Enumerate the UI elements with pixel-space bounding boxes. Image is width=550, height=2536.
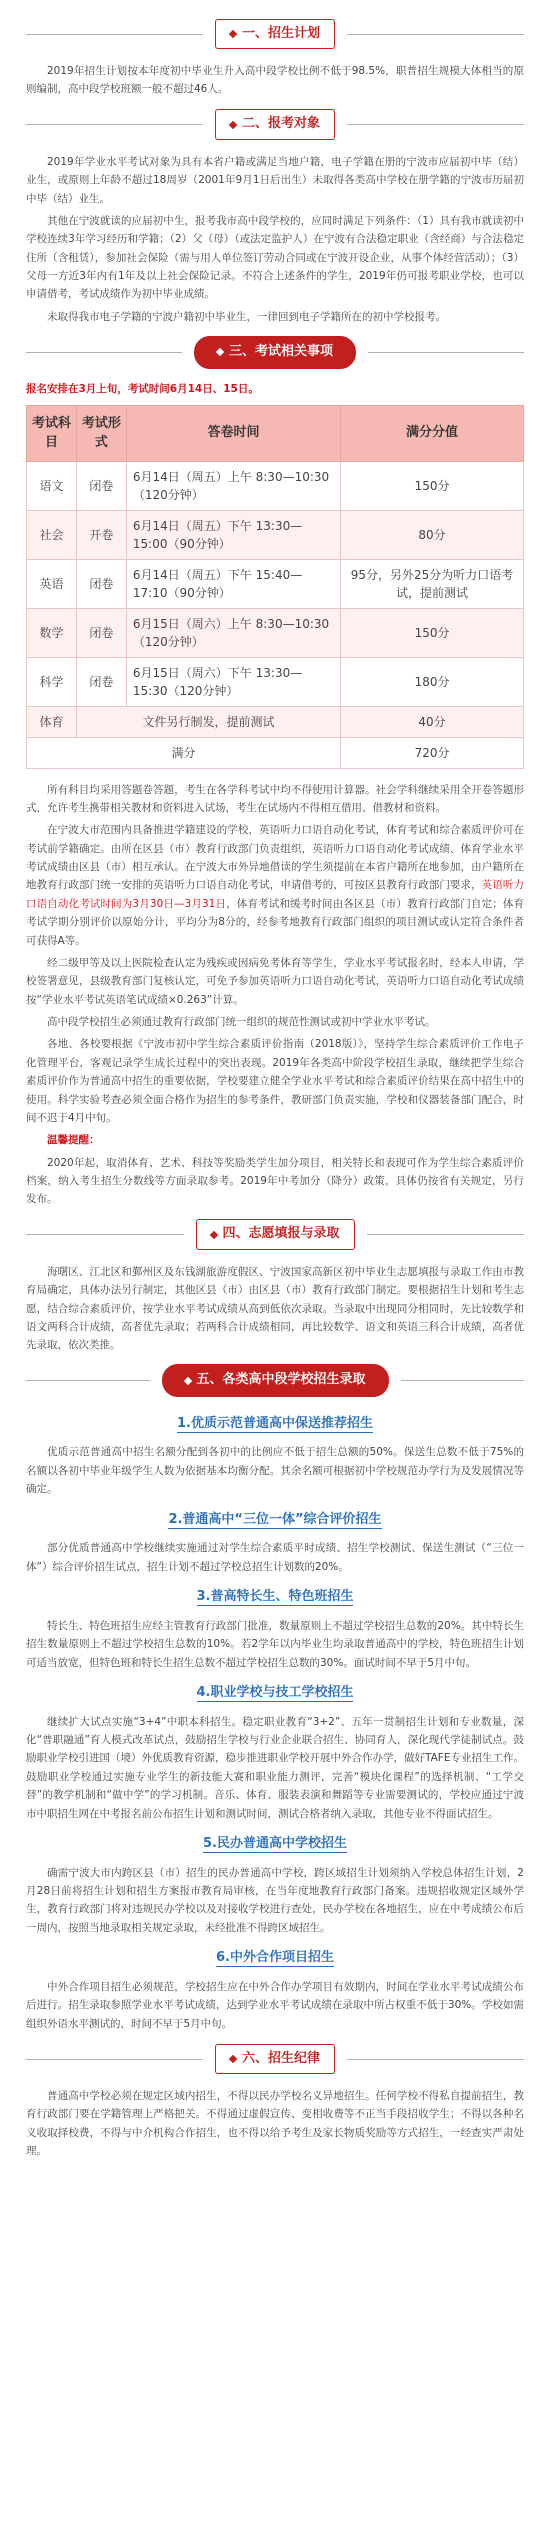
subsection-title-text: 6.中外合作项目招生 [216,1950,334,1966]
exam-schedule-table [26,405,524,769]
section-title-box [194,336,356,369]
score-cell: 80分 [341,510,524,559]
table-row [27,461,524,510]
section-title: 六、招生纪律 [242,2050,321,2066]
table-row [27,510,524,559]
divider [26,34,203,35]
column-header: 考试科目 [27,405,77,461]
paragraph: 各地、各校要根据《宁波市初中学生综合素质评价指南（2018版）》，坚持学生综合素质评价工作电子化管理平台，客观记录学生成长过程中的突出表现。2019年各类高中阶段学校招生录取，继续把学生综合素质评价作为普通高中招生的重要依据，学校要建立健全学业水平考试和综合素质评价结果在高中招生中的使用。科学实验考查必须全面合格作为招生的参考条件，教研部门负责实施，学校和仪器装备部门配合，时间不迟于4月中旬。 [26,1038,524,1124]
paragraph: 特长生、特色班招生应经主管教育行政部门批准，数量原则上不超过学校招生总数的20%。其中特长生招生数量原则上不超过学校招生总数的10%。若2学年以内毕业生均录取普通高中的学校，特色班招生计划可适当放宽，但特色班和特长生招生总数不超过学校招生总数的30%。面试时间不早于5月中旬。 [26,1619,524,1669]
divider [26,352,182,353]
text-span: ，体育考试和缓考时间由各区县（市）教育行政部门自定；体育考试学期分别评价以原始分计，平均分为8分的，经参考地教育行政部门组织的项目测试或认定符合条件者可获得A等。 [26,897,524,947]
subsection-title [26,1947,524,1970]
form-cell: 开卷 [76,510,126,559]
diamond-icon [229,121,237,129]
paragraph: 确需宁波大市内跨区县（市）招生的民办普通高中学校，跨区域招生计划须纳入学校总体招生计划，2月28日前将招生计划和招生方案报市教育局审核，在当年度地教育行政部门备案。违规招收规定区域外学生，教育行政部门将对违规民办学校以及对接收学校进行查处，民办学校在各地招生，应在中考成绩公布后一周内，按照当地录取相关规定录取，未经批准不得跨区域招生。 [26,1866,524,1934]
table-row [27,559,524,608]
divider [368,352,524,353]
time-cell: 6月15日（周六）上午 8:30—10:30（120分钟） [126,608,340,657]
divider [401,1380,525,1381]
subsection-title [26,1413,524,1436]
subject-cell: 数学 [27,608,77,657]
paragraph: 海曙区、江北区和鄞州区及东钱湖旅游度假区、宁波国家高新区初中毕业生志愿填报与录取工作由市教育局确定，具体办法另行制定，其他区县（市）由区县（市）教育行政部门制定。要根据招生计划和考生志愿，结合综合素质评价，按学业水平考试成绩从高到低依次录取。当录取中出现同分相同时，先比较数学和语文两科合计成绩，高者优先录取；若两科合计成绩相同，再比较数学、语文和英语三科合计成绩，高者优先录取，依次类推。 [26,1265,524,1352]
score-cell: 95分，另外25分为听力口语考试，提前测试 [341,559,524,608]
divider [367,1234,525,1235]
table-header-row [27,405,524,461]
table-row [27,657,524,706]
section-header-plan [26,12,524,56]
subsection-title [26,1586,524,1609]
time-cell: 6月15日（周六）下午 13:30—15:30（120分钟） [126,657,340,706]
table-row [27,706,524,737]
form-cell: 闭卷 [76,559,126,608]
subject-cell: 社会 [27,510,77,559]
divider [347,34,524,35]
time-cell: 6月14日（周五）下午 15:40—17:10（90分钟） [126,559,340,608]
divider [26,1380,150,1381]
table-row [27,608,524,657]
divider [26,1234,184,1235]
subsection-title-text: 3.普高特长生、特色班招生 [196,1589,354,1604]
section-title: 五、各类高中段学校招生录取 [196,1372,366,1388]
diamond-icon [229,30,237,38]
section-title: 三、考试相关事项 [229,343,334,359]
divider [26,124,203,125]
subsection-title [26,1509,524,1532]
paragraph [26,821,524,950]
section-title-box [215,109,335,140]
paragraph: 2020年起，取消体育、艺术、科技等奖励类学生加分项目，相关特长和表现可作为学生综合素质评价档案，纳入考生招生分数线等方面录取参考。2019年中考加分（降分）政策，具体仍按省有关规定，另行发布。 [26,1156,524,1206]
section-header-admission [26,1213,524,1257]
subject-cell: 英语 [27,559,77,608]
paragraph: 继续扩大试点实施“3+4”中职本科招生。稳定职业教育“3+2”、五年一贯制招生计划和专业数量，深化“普职融通”育人模式改革试点，鼓励招生学校与行业企业联合招生、协同育人，深化现代学徒制试点。鼓励职业学校引进国（境）外优质教育资源，稳步推进职业学校开展中外合作办学，做好TAFE专业招生工作。鼓励职业学校通过实施专业学生的新技能大赛和职业能力测评，完善“模块化课程”的选择机制、“工学交替”的教学机制和“做中学”的学习机制。音乐、体育、服装表演和舞蹈等专业需要测试的，学校应通过宁波市中职招生网在中考报名前公布招生计划和测试时间，测试合格者纳入录取，其他专业不得面试招生。 [26,1715,524,1820]
section-header-exam [26,330,524,374]
time-cell: 6月14日（周五）上午 8:30—10:30（120分钟） [126,461,340,510]
subsection-title [26,1833,524,1856]
subsection-title-text: 5.民办普通高中学校招生 [203,1835,347,1851]
section-title-box [215,19,335,50]
subsection-title-text: 1.优质示范普通高中保送推荐招生 [177,1415,373,1431]
paragraph: 经二级甲等及以上医院检查认定为残疾或因病免考体育等学生，学业水平考试报名时，经本人申请，学校签署意见，县级教育部门复核认定，可免予参加英语听力口语自动化考试，英语听力口语自动化考试成绩按“学业水平考试英语笔试成绩×0.263”计算。 [26,956,524,1006]
paragraph: 优质示范普通高中招生名额分配到各初中的比例应不低于招生总额的50%。保送生总数不低于75%的名额以各初中毕业年级学生人数为依据基本均衡分配。其余名额可根据初中学校规范办学行为及发展情况等确定。 [26,1446,524,1496]
warm-reminder-label: 温馨提醒： [47,1134,100,1147]
section-title-box [215,2044,335,2075]
paragraph: 所有科目均采用答题卷答题，考生在各学科考试中均不得使用计算器。社会学科继续采用全开卷答题形式，允许考生携带相关教材和资料进入试场，考生在试场内不得相互借用、借教材和资料。 [26,783,524,814]
subject-cell: 体育 [27,706,77,737]
section-header-discipline [26,2037,524,2081]
diamond-icon [229,2055,237,2063]
form-cell: 闭卷 [76,657,126,706]
diamond-icon [216,348,224,356]
divider [26,2059,203,2060]
total-value: 720分 [341,737,524,768]
subject-cell: 语文 [27,461,77,510]
subject-cell: 科学 [27,657,77,706]
subsection-title-text: 2.普通高中“三位一体”综合评价招生 [168,1511,382,1527]
paragraph: 其他在宁波就读的应届初中生，报考我市高中段学校的，应同时满足下列条件：（1）具有我市就读初中学校连续3年学习经历和学籍；（2）父（母）（或法定监护人）在宁波有合法稳定职业（含经商）与合法稳定住所（含租赁），参加社会保险（需与用人单位签订劳动合同或在宁波开设企业，从事个体经营活动）；（3）父母一方近3年内有1年及以上社会保险记录。不符合上述条件的学生，2019年仍可报考职业学校，也可以申请借考，考试成绩作为初中毕业成绩。 [26,214,524,301]
score-cell: 40分 [341,706,524,737]
paragraph: 未取得我市电子学籍的宁波户籍初中毕业生，一律回到电子学籍所在的初中学校报考。 [47,310,446,323]
section-title-box [196,1219,355,1250]
paragraph: 中外合作项目招生必须规范，学校招生应在中外合作办学项目有效期内，时间在学业水平考试成绩公布后进行。招生录取参照学业水平考试成绩，达到学业水平考试成绩在录取中所占权重不低于30%。学校如需组织外语水平测试的，时间不早于5月中旬。 [26,1980,524,2030]
form-cell: 文件另行制发，提前测试 [76,706,340,737]
column-header: 考试形式 [76,405,126,461]
paragraph: 高中段学校招生必须通过教育行政部门统一组织的规范性测试或初中学业水平考试。 [47,1016,436,1028]
text-span: 在宁波大市范围内具备推进学籍建设的学校，英语听力口语自动化考试，体育考试和综合素质评价可在考试前学籍确定。由所在区县（市）教育行政部门负责组织，英语听力口语自动化考试成绩、体育学业水平考试成绩由区县（市）相互承认。在宁波大市外异地借读的学生须提前在本省户籍所在地参加，由户籍所在地教育行政部门统一安排的英语听力口语自动化考试，申请借考的，可按区县教育行政部门要求， [26,824,524,892]
section-header-applicants [26,103,524,147]
total-label: 满分 [27,737,341,768]
highlight-text: 英语听力口语自动化考试时间为3月30日—3月31日 [26,879,525,910]
score-cell: 150分 [341,608,524,657]
section-header-school-types [26,1359,524,1403]
paragraph: 部分优质普通高中学校继续实施通过对学生综合素质平时成绩、招生学校测试、保送生测试（“三位一体”）综合评价招生试点，招生计划不超过学校总招生计划数的20%。 [26,1542,524,1573]
section-title-box [162,1364,389,1397]
exam-notice: 报名安排在3月上旬，考试时间6月14日、15日。 [26,383,259,396]
time-cell: 6月14日（周五）下午 13:30—15:00（90分钟） [126,510,340,559]
form-cell: 闭卷 [76,608,126,657]
divider [347,2059,524,2060]
diamond-icon [183,1376,191,1384]
section-title: 一、招生计划 [242,25,321,41]
score-cell: 150分 [341,461,524,510]
table-total-row [27,737,524,768]
section-title: 二、报考对象 [242,116,321,132]
paragraph: 普通高中学校必须在规定区域内招生，不得以民办学校名义异地招生。任何学校不得私自提前招生，教育行政部门要在学籍管理上严格把关。不得通过虚假宣传、变相收费等不正当手段招收学生；不得以各种名义收取择校费，不得与中介机构合作招生，也不得以给予考生及家长物质奖励等方式招生，一经查实严肃处理。 [26,2090,524,2158]
paragraph: 2019年招生计划按本年度初中毕业生升入高中段学校比例不低于98.5%，职普招生规模大体相当的原则编制，高中段学校班额一般不超过46人。 [26,65,524,96]
divider [347,124,524,125]
section-title: 四、志愿填报与录取 [222,1226,340,1242]
subsection-title [26,1682,524,1705]
column-header: 答卷时间 [126,405,340,461]
score-cell: 180分 [341,657,524,706]
column-header: 满分分值 [341,405,524,461]
paragraph: 2019年学业水平考试对象为具有本省户籍或满足当地户籍，电子学籍在册的宁波市应届初中毕（结）业生，或原则上年龄不超过18周岁（2001年9月1日后出生）未取得各类高中学校在册学籍的宁波市历届初中毕（结）业生。 [26,155,524,205]
diamond-icon [209,1231,217,1239]
subsection-title-text: 4.职业学校与技工学校招生 [196,1684,354,1700]
form-cell: 闭卷 [76,461,126,510]
